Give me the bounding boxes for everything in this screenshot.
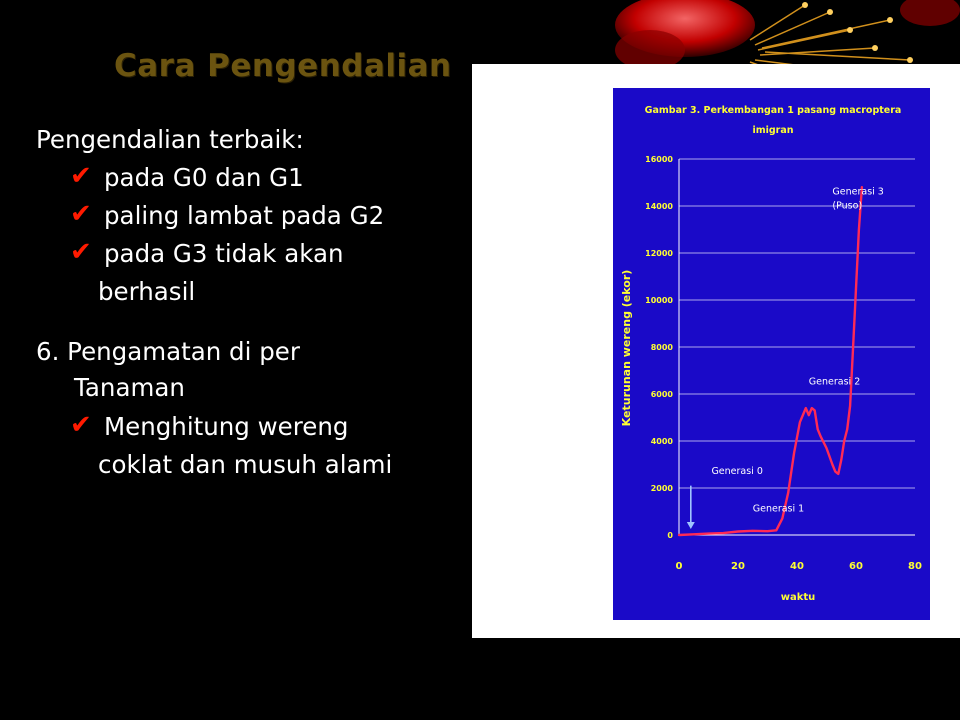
bullet-text: pada G3 tidak akan — [104, 239, 344, 268]
data-point — [820, 435, 822, 437]
y-tick-label: 6000 — [650, 390, 673, 399]
data-point — [834, 471, 836, 473]
bullet-text-continued: berhasil — [98, 277, 196, 306]
numbered-item-text: 6. Pengamatan di per — [36, 337, 300, 366]
data-point — [852, 346, 854, 348]
data-point — [811, 407, 813, 409]
data-point — [855, 287, 857, 289]
data-point — [837, 473, 839, 475]
data-point — [722, 532, 724, 534]
chart-title-line1: Gambar 3. Perkembangan 1 pasang macroptera — [644, 105, 902, 116]
data-point — [693, 533, 695, 535]
checkmark-icon: ✔ — [70, 237, 92, 267]
data-point — [793, 452, 795, 454]
checkmark-icon: ✔ — [70, 199, 92, 229]
annotation-label: Generasi 2 — [808, 376, 861, 388]
y-tick-label: 0 — [667, 531, 673, 540]
x-tick-label: 40 — [790, 561, 804, 572]
data-point — [832, 464, 834, 466]
annotation-label: Generasi 1 — [752, 503, 805, 515]
data-point — [781, 518, 783, 520]
checkmark-icon: ✔ — [70, 161, 92, 191]
data-point — [817, 428, 819, 430]
bullet-text: pada G0 dan G1 — [104, 163, 304, 192]
bullet-text: Menghitung wereng — [104, 412, 349, 441]
heading-text: Pengendalian terbaik: — [36, 125, 304, 154]
y-tick-label: 16000 — [645, 155, 673, 164]
data-point — [737, 531, 739, 533]
data-point — [775, 529, 777, 531]
x-tick-label: 80 — [908, 561, 922, 572]
y-tick-label: 8000 — [650, 343, 673, 352]
data-point — [846, 428, 848, 430]
data-point — [787, 492, 789, 494]
data-point — [840, 459, 842, 461]
numbered-item-text-continued: Tanaman — [74, 373, 185, 402]
data-point — [708, 533, 710, 535]
annotation-label: Generasi 3 — [832, 186, 884, 198]
data-point — [849, 405, 851, 407]
y-tick-label: 12000 — [645, 249, 673, 258]
x-tick-label: 20 — [731, 561, 745, 572]
data-point — [843, 440, 845, 442]
x-axis-label: waktu — [780, 592, 816, 603]
data-point — [752, 530, 754, 532]
y-tick-label: 4000 — [650, 437, 673, 446]
data-point — [767, 530, 769, 532]
data-point — [826, 447, 828, 449]
y-tick-label: 14000 — [645, 202, 673, 211]
data-point — [805, 407, 807, 409]
y-axis-label: Keturunan wereng (ekor) — [620, 269, 633, 427]
annotation-label-line2: (Puso) — [832, 200, 863, 212]
bullet-text-continued: coklat dan musuh alami — [98, 450, 393, 479]
x-tick-label: 60 — [849, 561, 863, 572]
annotation-label: Generasi 0 — [711, 465, 763, 477]
data-point — [814, 410, 816, 412]
bullet-text: paling lambat pada G2 — [104, 201, 385, 230]
data-point — [799, 421, 801, 423]
slide-title: Cara Pengendalian — [114, 48, 452, 84]
chart-background — [613, 88, 930, 620]
checkmark-icon: ✔ — [70, 410, 92, 440]
chart-title-line2: imigran — [752, 125, 794, 136]
data-point — [858, 229, 860, 231]
data-point — [808, 414, 810, 416]
data-point — [678, 534, 680, 536]
x-tick-label: 0 — [675, 561, 683, 572]
y-tick-label: 10000 — [645, 296, 673, 305]
population-line-chart — [613, 88, 930, 620]
y-tick-label: 2000 — [650, 484, 673, 493]
